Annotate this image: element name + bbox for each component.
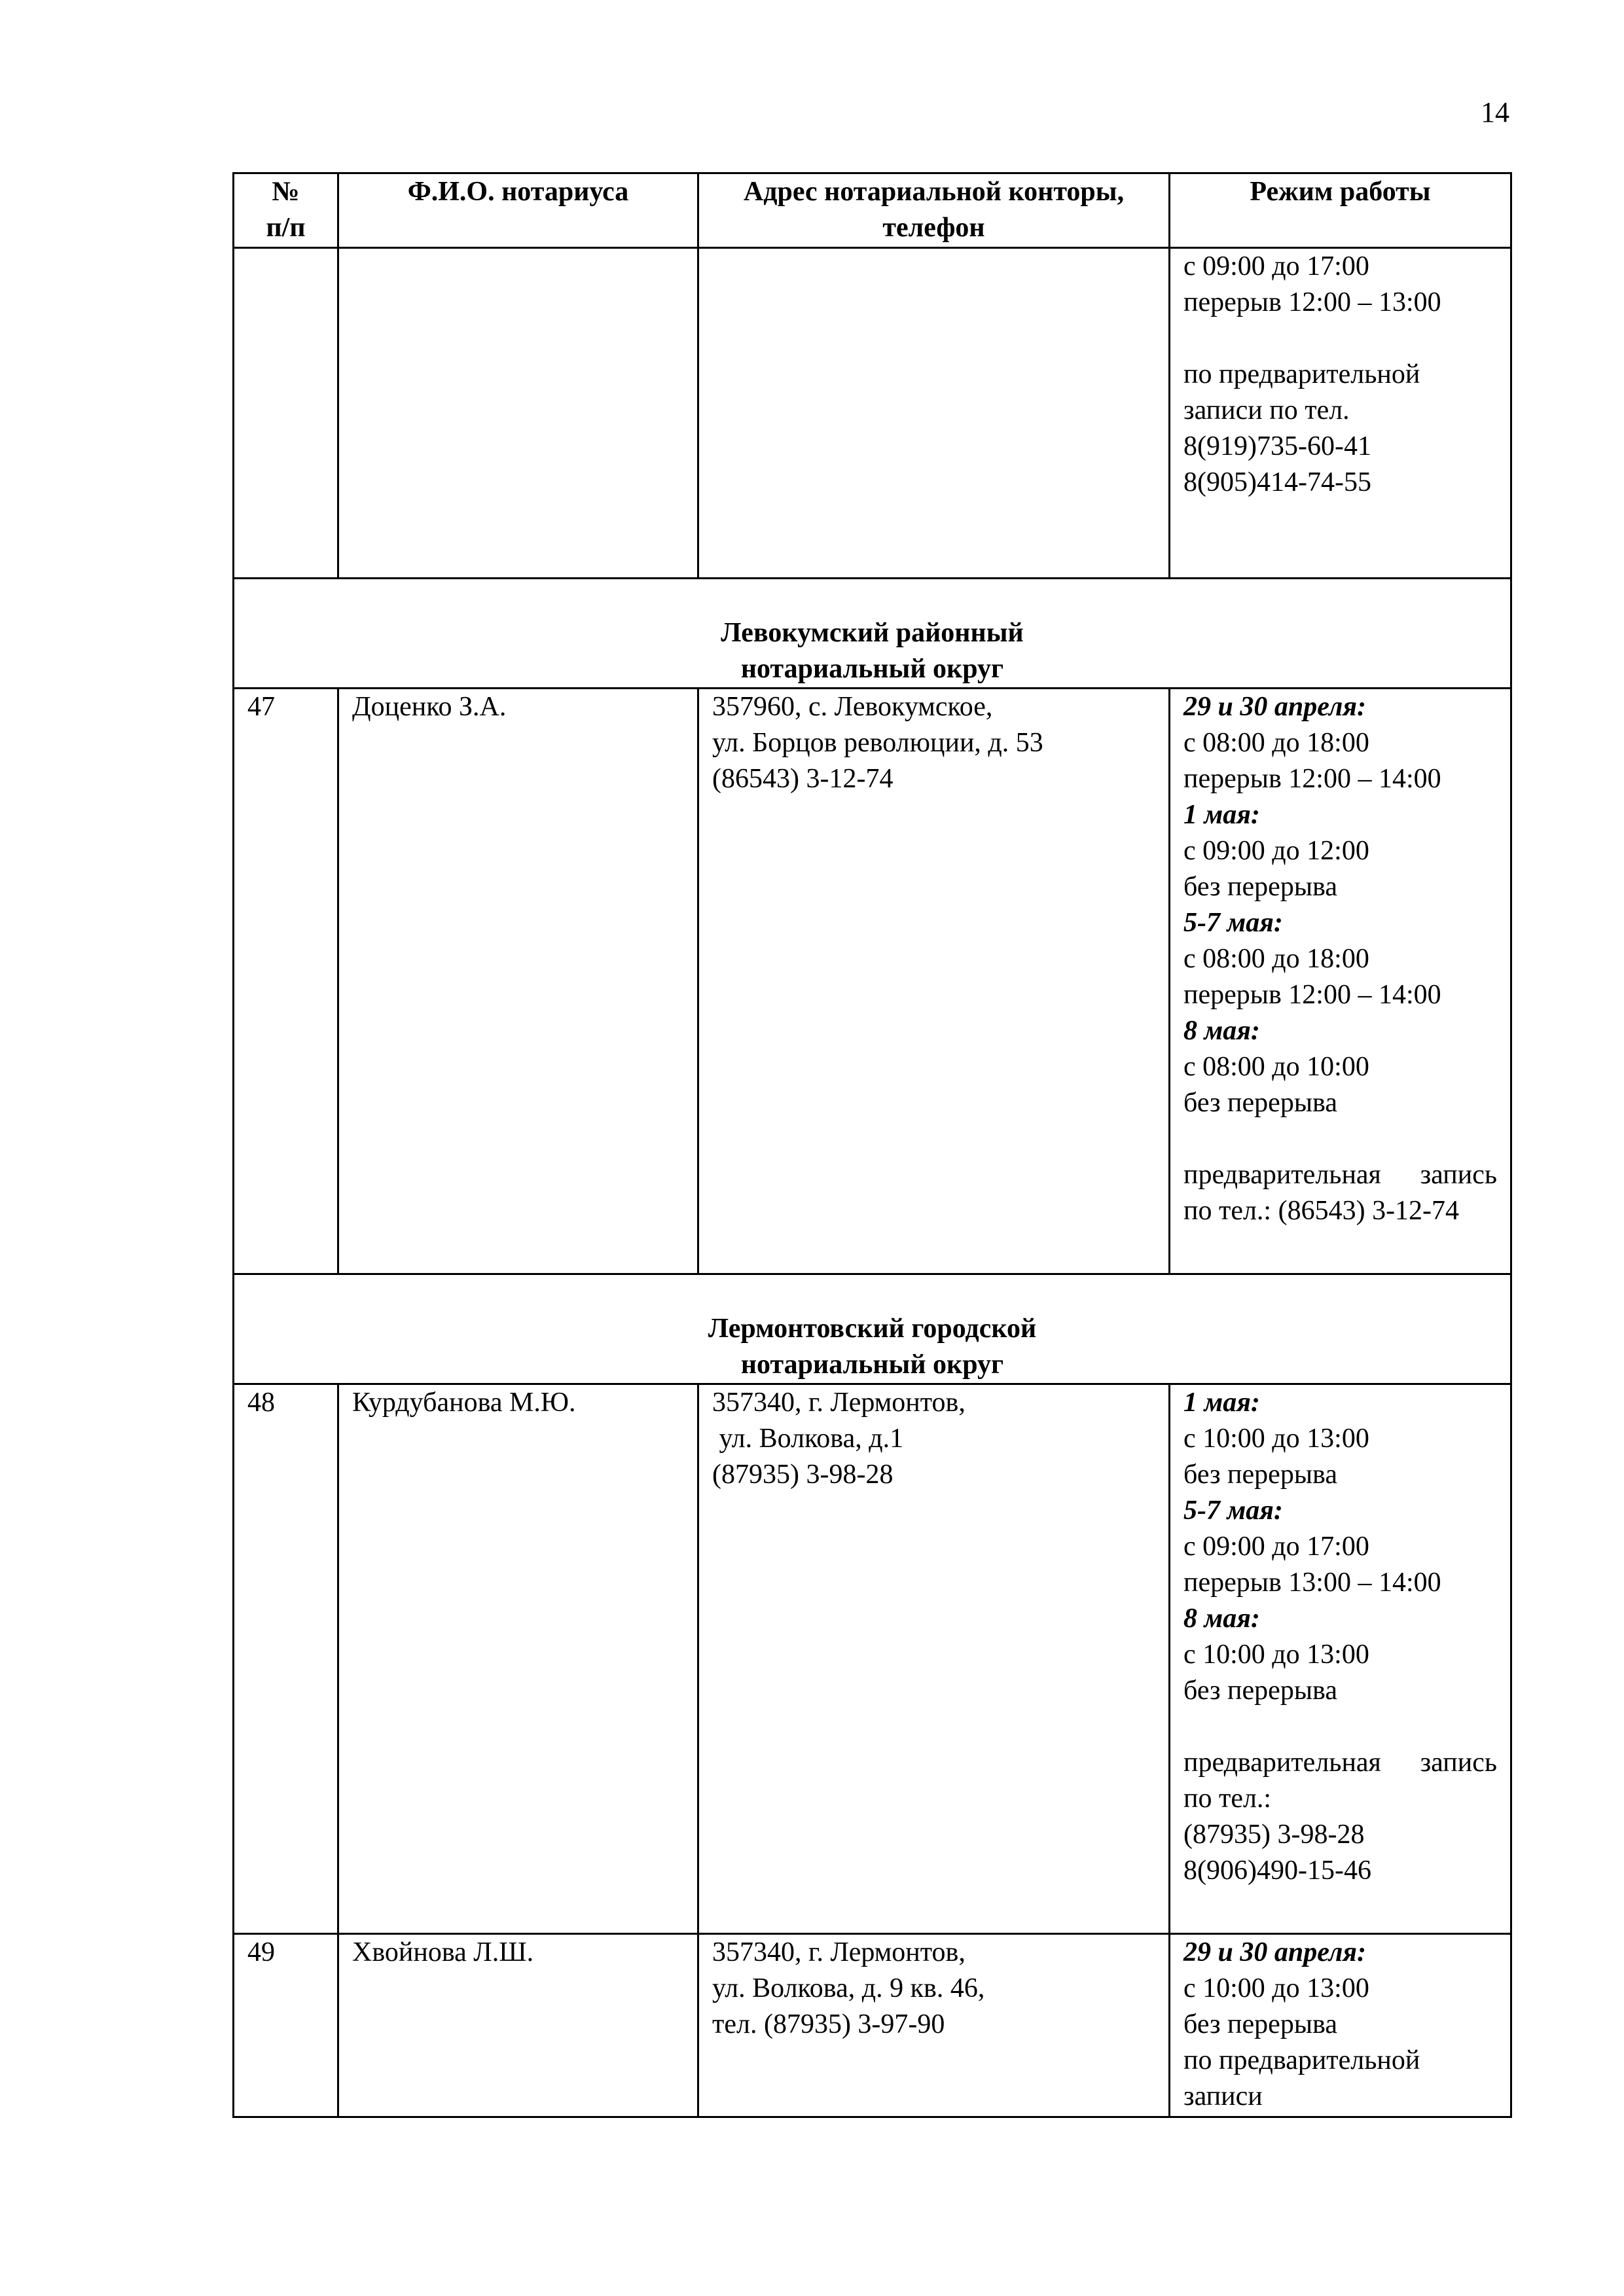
row-number: 47 — [247, 692, 275, 722]
schedule-line: без перерыва — [1183, 1676, 1337, 1706]
schedule-line — [1183, 1121, 1497, 1157]
address-line: (87935) 3-98-28 — [712, 1460, 893, 1490]
table-row — [234, 1384, 1511, 1934]
schedule-line: перерыв 12:00 – 14:00 — [1183, 764, 1441, 794]
cell-address — [698, 1934, 1170, 2117]
row-number: 48 — [247, 1388, 275, 1418]
table-row — [234, 689, 1511, 1274]
schedule-line: перерыв 12:00 – 13:00 — [1183, 287, 1441, 317]
schedule-line: без перерыва — [1183, 872, 1337, 902]
schedule-line: с 08:00 до 18:00 — [1183, 728, 1369, 758]
schedule-line: с 10:00 до 13:00 — [1183, 1424, 1369, 1454]
page-number: 14 — [1481, 96, 1509, 128]
schedule-line — [1183, 321, 1497, 357]
cell-address — [698, 689, 1170, 1274]
schedule-line: с 09:00 до 17:00 — [1183, 251, 1369, 281]
header-num-line2: п/п — [266, 213, 306, 243]
section-row — [234, 579, 1511, 689]
cell-num — [234, 1384, 338, 1934]
address-line: 357960, с. Левокумское, — [712, 692, 993, 722]
notary-name: Хвойнова Л.Ш. — [352, 1937, 534, 1967]
cell-name — [338, 1384, 698, 1934]
cell-name — [338, 248, 698, 579]
schedule-line: (87935) 3-98-28 — [1183, 1820, 1365, 1850]
schedule-line: 8(905)414-74-55 — [1183, 467, 1371, 497]
schedule-line — [1183, 1709, 1497, 1745]
schedule-line: записи — [1183, 2081, 1263, 2111]
section-title-line: Лермонтовский городской — [708, 1314, 1037, 1344]
table-header-row — [234, 173, 1511, 248]
schedule-line: перерыв 13:00 – 14:00 — [1183, 1568, 1441, 1598]
schedule-date-label: 29 и 30 апреля: — [1183, 692, 1366, 722]
schedule-date-label: 8 мая: — [1183, 1604, 1260, 1634]
schedule-line: по предварительной — [1183, 359, 1420, 389]
schedule-line: с 10:00 до 13:00 — [1183, 1973, 1369, 2003]
cell-name — [338, 689, 698, 1274]
schedule-word: запись — [1420, 1748, 1497, 1778]
cell-num — [234, 248, 338, 579]
address-line: тел. (87935) 3-97-90 — [712, 2009, 945, 2039]
cell-schedule — [1170, 248, 1511, 579]
table-row — [234, 1934, 1511, 2117]
schedule-line: с 09:00 до 17:00 — [1183, 1532, 1369, 1562]
section-title-line: Левокумский районный — [721, 618, 1024, 648]
schedule-date-label: 1 мая: — [1183, 1388, 1260, 1418]
table-row — [234, 248, 1511, 579]
schedule-line: записи по тел. — [1183, 395, 1350, 425]
schedule-line: по тел.: — [1183, 1784, 1272, 1814]
schedule-word: предварительная — [1183, 1748, 1381, 1778]
schedule-date-label: 5-7 мая: — [1183, 908, 1283, 938]
cell-address — [698, 1384, 1170, 1934]
schedule-date-label: 1 мая: — [1183, 800, 1260, 830]
schedule-line: с 09:00 до 12:00 — [1183, 836, 1369, 866]
notary-name: Доценко З.А. — [352, 692, 507, 722]
header-address-line1: Адрес нотариальной конторы, — [743, 177, 1125, 207]
cell-num — [234, 1934, 338, 2117]
schedule-line: 8(906)490-15-46 — [1183, 1856, 1371, 1886]
schedule-line: без перерыва — [1183, 2009, 1337, 2039]
schedule-line: без перерыва — [1183, 1088, 1337, 1118]
address-line: ул. Борцов революции, д. 53 — [712, 728, 1043, 758]
cell-name — [338, 1934, 698, 2117]
address-line: (86543) 3-12-74 — [712, 764, 893, 794]
header-schedule — [1170, 173, 1511, 248]
section-title — [234, 1274, 1511, 1384]
header-num — [234, 173, 338, 248]
section-title-line: нотариальный округ — [740, 1350, 1004, 1380]
section-title-line: нотариальный округ — [740, 654, 1004, 684]
cell-schedule — [1170, 689, 1511, 1274]
notary-schedule-table — [232, 172, 1512, 2118]
schedule-line: без перерыва — [1183, 1460, 1337, 1490]
cell-schedule — [1170, 1934, 1511, 2117]
schedule-date-label: 29 и 30 апреля: — [1183, 1937, 1366, 1967]
schedule-line: с 08:00 до 10:00 — [1183, 1052, 1369, 1082]
schedule-line: 8(919)735-60-41 — [1183, 431, 1371, 461]
header-num-line1: № — [272, 177, 300, 207]
row-number: 49 — [247, 1937, 275, 1967]
section-row — [234, 1274, 1511, 1384]
schedule-word: предварительная — [1183, 1160, 1381, 1190]
schedule-line — [1183, 1157, 1497, 1193]
address-line: ул. Волкова, д. 9 кв. 46, — [712, 1973, 985, 2003]
cell-num — [234, 689, 338, 1274]
schedule-word: запись — [1420, 1160, 1497, 1190]
schedule-line — [1183, 1745, 1497, 1781]
header-name-text: Ф.И.О. нотариуса — [407, 177, 629, 207]
header-name — [338, 173, 698, 248]
schedule-line: по тел.: (86543) 3-12-74 — [1183, 1196, 1460, 1226]
section-title — [234, 579, 1511, 689]
notary-name: Курдубанова М.Ю. — [352, 1388, 576, 1418]
address-line: 357340, г. Лермонтов, — [712, 1388, 965, 1418]
schedule-line: с 10:00 до 13:00 — [1183, 1640, 1369, 1670]
header-schedule-text: Режим работы — [1250, 177, 1431, 207]
schedule-line: по предварительной — [1183, 2045, 1420, 2075]
header-address — [698, 173, 1170, 248]
header-address-line2: телефон — [882, 213, 985, 243]
schedule-date-label: 5-7 мая: — [1183, 1496, 1283, 1526]
address-line: 357340, г. Лермонтов, — [712, 1937, 965, 1967]
schedule-date-label: 8 мая: — [1183, 1016, 1260, 1046]
cell-address — [698, 248, 1170, 579]
cell-schedule — [1170, 1384, 1511, 1934]
address-line: ул. Волкова, д.1 — [712, 1424, 904, 1454]
schedule-line: перерыв 12:00 – 14:00 — [1183, 980, 1441, 1010]
schedule-line: с 08:00 до 18:00 — [1183, 944, 1369, 974]
